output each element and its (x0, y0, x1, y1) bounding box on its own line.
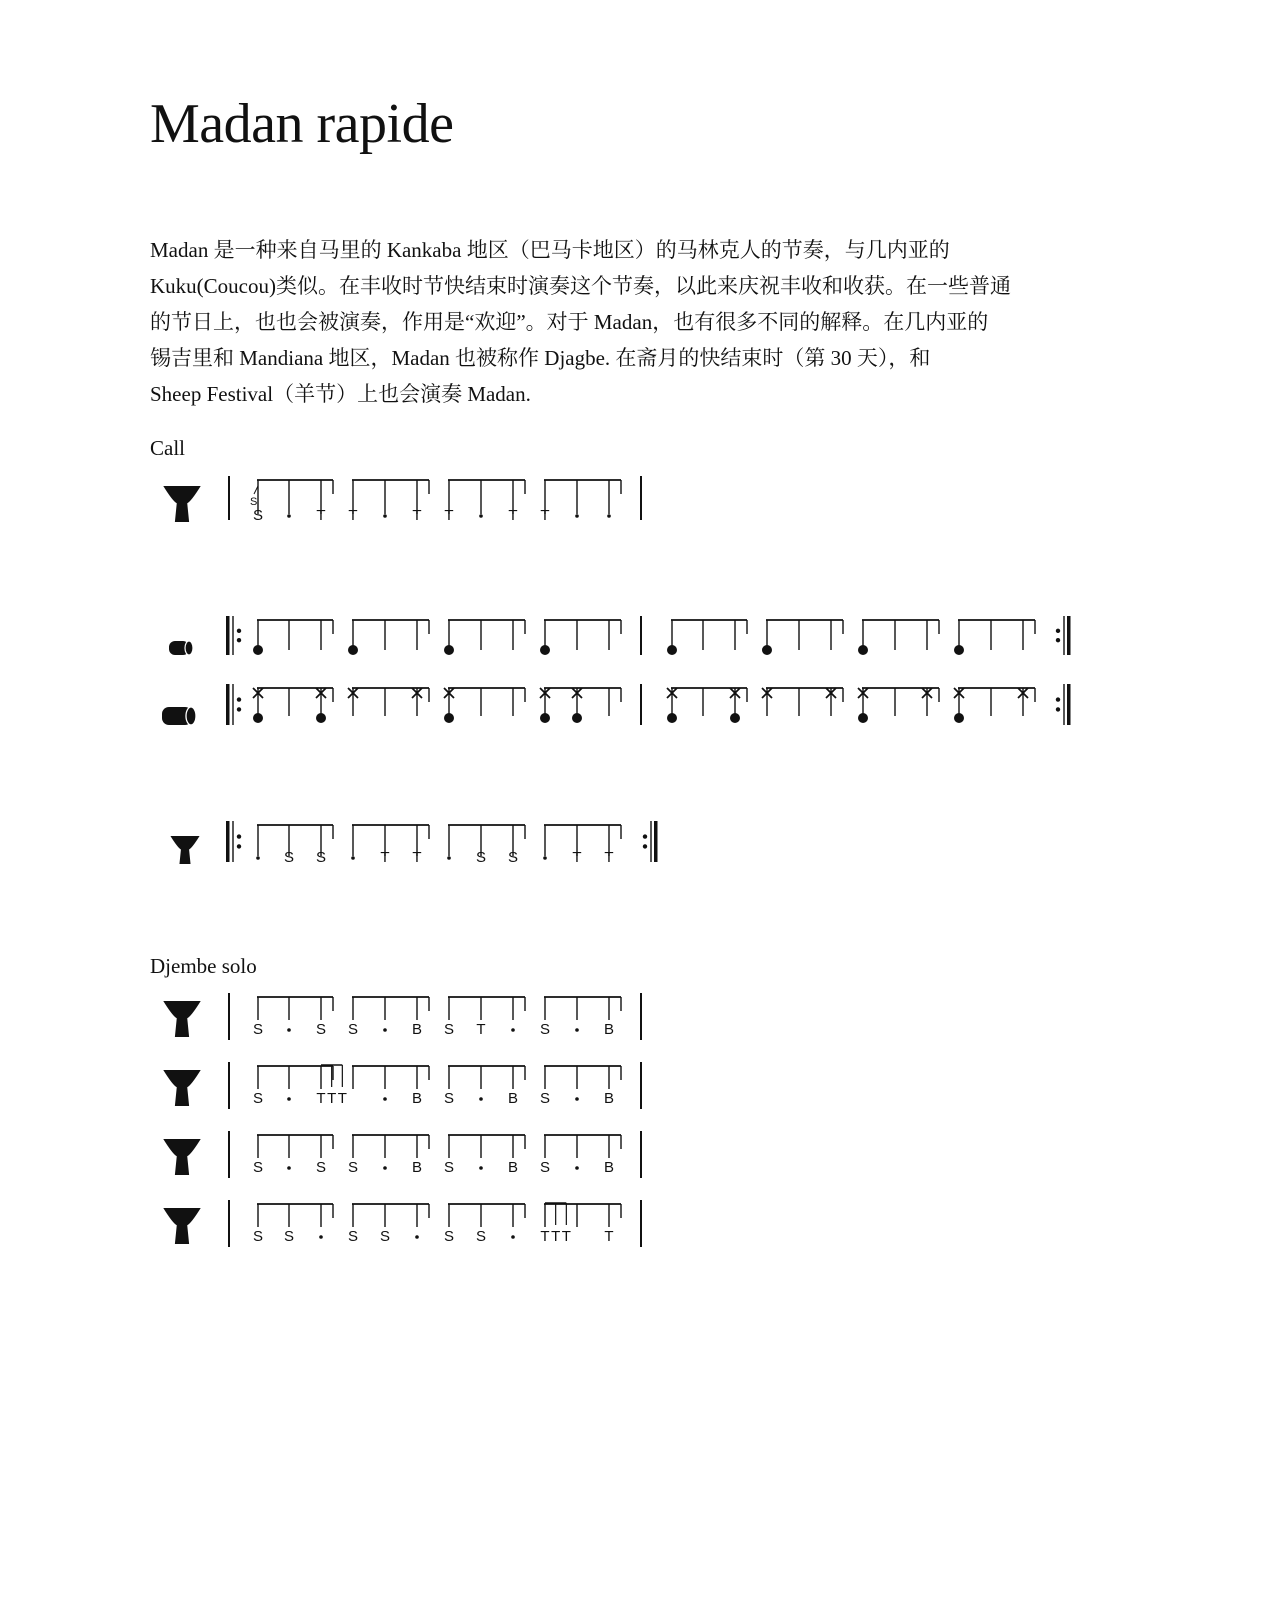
note-head (253, 713, 263, 723)
djembe-icon (163, 1001, 200, 1037)
call-label: Call (150, 436, 185, 460)
intro-line: Madan 是一种来自马里的 Kankaba 地区（巴马卡地区）的马林克人的节奏，与几内亚的 (150, 238, 950, 262)
djembe-icon (163, 1208, 200, 1244)
triplet-stroke: T (551, 1228, 561, 1245)
note-head (253, 645, 263, 655)
stroke-letter: T (348, 507, 358, 524)
rest-dot (287, 1166, 291, 1170)
rest-dot (383, 1097, 387, 1101)
stroke-letter: B (603, 1159, 615, 1176)
stroke-letter: S (252, 1159, 264, 1176)
note-head (667, 713, 677, 723)
stroke-letter: S (252, 1021, 264, 1038)
note-head (444, 645, 454, 655)
triplet-stroke: T (327, 1090, 337, 1107)
intro-line: Kuku(Coucou)类似。在丰收时节快结束时演奏这个节奏，以此来庆祝丰收和收获。在一些普通 (150, 274, 1011, 298)
stroke-letter: S (539, 1090, 551, 1107)
stroke-letter: S (252, 1090, 264, 1107)
note-head (316, 713, 326, 723)
stroke-letter: T (444, 507, 454, 524)
note-head (572, 713, 582, 723)
stroke-letter: B (411, 1159, 423, 1176)
note-head (444, 713, 454, 723)
repeat-start-sign (226, 616, 241, 655)
repeat-end-sign (1056, 616, 1071, 655)
rest-dot (575, 514, 579, 518)
rest-dot (351, 856, 355, 860)
stroke-letter: S (475, 1228, 487, 1245)
dundunba-icon (162, 707, 196, 725)
note-head (540, 645, 550, 655)
stroke-letter: S (507, 849, 519, 866)
rest-dot (543, 856, 547, 860)
stroke-letter: T (540, 507, 550, 524)
stroke-letter: S (283, 849, 295, 866)
rest-dot (575, 1028, 579, 1032)
stroke-letter: T (604, 1228, 614, 1245)
djembe-icon (170, 836, 199, 864)
stroke-letter: T (508, 507, 518, 524)
triplet-stroke: T (540, 1228, 550, 1245)
stroke-letter: B (603, 1090, 615, 1107)
stroke-letter: S (252, 507, 264, 524)
stroke-letter: S (539, 1159, 551, 1176)
rest-dot (319, 1235, 323, 1239)
note-head (348, 645, 358, 655)
stroke-letter: S (443, 1159, 455, 1176)
stroke-letter: S (347, 1228, 359, 1245)
stroke-letter: T (316, 507, 326, 524)
rest-dot (511, 1028, 515, 1032)
repeat-start-sign (226, 821, 241, 862)
note-head (954, 645, 964, 655)
rest-dot (383, 514, 387, 518)
stroke-letter: S (252, 1228, 264, 1245)
djembe-icon (163, 1139, 200, 1175)
stroke-letter: T (572, 849, 582, 866)
stroke-letter: S (443, 1090, 455, 1107)
sangban-icon (169, 641, 193, 655)
stroke-letter: S (283, 1228, 295, 1245)
stroke-letter: B (411, 1021, 423, 1038)
triplet-stroke: T (337, 1090, 347, 1107)
stroke-letter: T (380, 849, 390, 866)
note-head (667, 645, 677, 655)
note-head (858, 645, 868, 655)
solo-label: Djembe solo (150, 954, 257, 978)
stroke-letter: S (315, 1159, 327, 1176)
note-head (540, 713, 550, 723)
page-title: Madan rapide (150, 93, 454, 155)
stroke-letter: B (507, 1159, 519, 1176)
stroke-letter: S (379, 1228, 391, 1245)
stroke-letter: S (443, 1021, 455, 1038)
triplet-stroke: T (561, 1228, 571, 1245)
intro-line: 的节日上，也也会被演奏，作用是“欢迎”。对于 Madan，也有很多不同的解释。在几内亚的 (150, 310, 989, 334)
rest-dot (575, 1097, 579, 1101)
stroke-letter: S (539, 1021, 551, 1038)
djembe-icon (163, 486, 200, 522)
stroke-letter: S (315, 849, 327, 866)
stroke-letter: B (603, 1021, 615, 1038)
rest-dot (383, 1166, 387, 1170)
stroke-letter: S (315, 1021, 327, 1038)
djembe-icon (163, 1070, 200, 1106)
stroke-letter: B (411, 1090, 423, 1107)
note-head (762, 645, 772, 655)
stroke-letter: T (604, 849, 614, 866)
stroke-letter: S (347, 1159, 359, 1176)
rest-dot (287, 514, 291, 518)
intro-line: Sheep Festival（羊节）上也会演奏 Madan. (150, 382, 531, 406)
rest-dot (447, 856, 451, 860)
rest-dot (575, 1166, 579, 1170)
rest-dot (256, 856, 260, 860)
rest-dot (479, 1166, 483, 1170)
stroke-letter: T (412, 849, 422, 866)
note-head (858, 713, 868, 723)
rest-dot (607, 514, 611, 518)
rest-dot (287, 1028, 291, 1032)
stroke-letter: S (443, 1228, 455, 1245)
intro-line: 锡吉里和 Mandiana 地区，Madan 也被称作 Djagbe. 在斋月的快结束时（第 30 天），和 (150, 346, 931, 370)
rest-dot (287, 1097, 291, 1101)
rest-dot (383, 1028, 387, 1032)
note-head (730, 713, 740, 723)
stroke-letter: S (475, 849, 487, 866)
repeat-end-sign (643, 821, 658, 862)
stroke-letter: B (507, 1090, 519, 1107)
stroke-letter: T (412, 507, 422, 524)
repeat-start-sign (226, 684, 241, 725)
stroke-letter: S (347, 1021, 359, 1038)
triplet-stroke: T (316, 1090, 326, 1107)
repeat-end-sign (1056, 684, 1071, 725)
note-head (954, 713, 964, 723)
rest-dot (479, 514, 483, 518)
rest-dot (511, 1235, 515, 1239)
stroke-letter: T (476, 1021, 486, 1038)
flam-grace-note: S (250, 496, 258, 508)
rest-dot (415, 1235, 419, 1239)
rest-dot (479, 1097, 483, 1101)
